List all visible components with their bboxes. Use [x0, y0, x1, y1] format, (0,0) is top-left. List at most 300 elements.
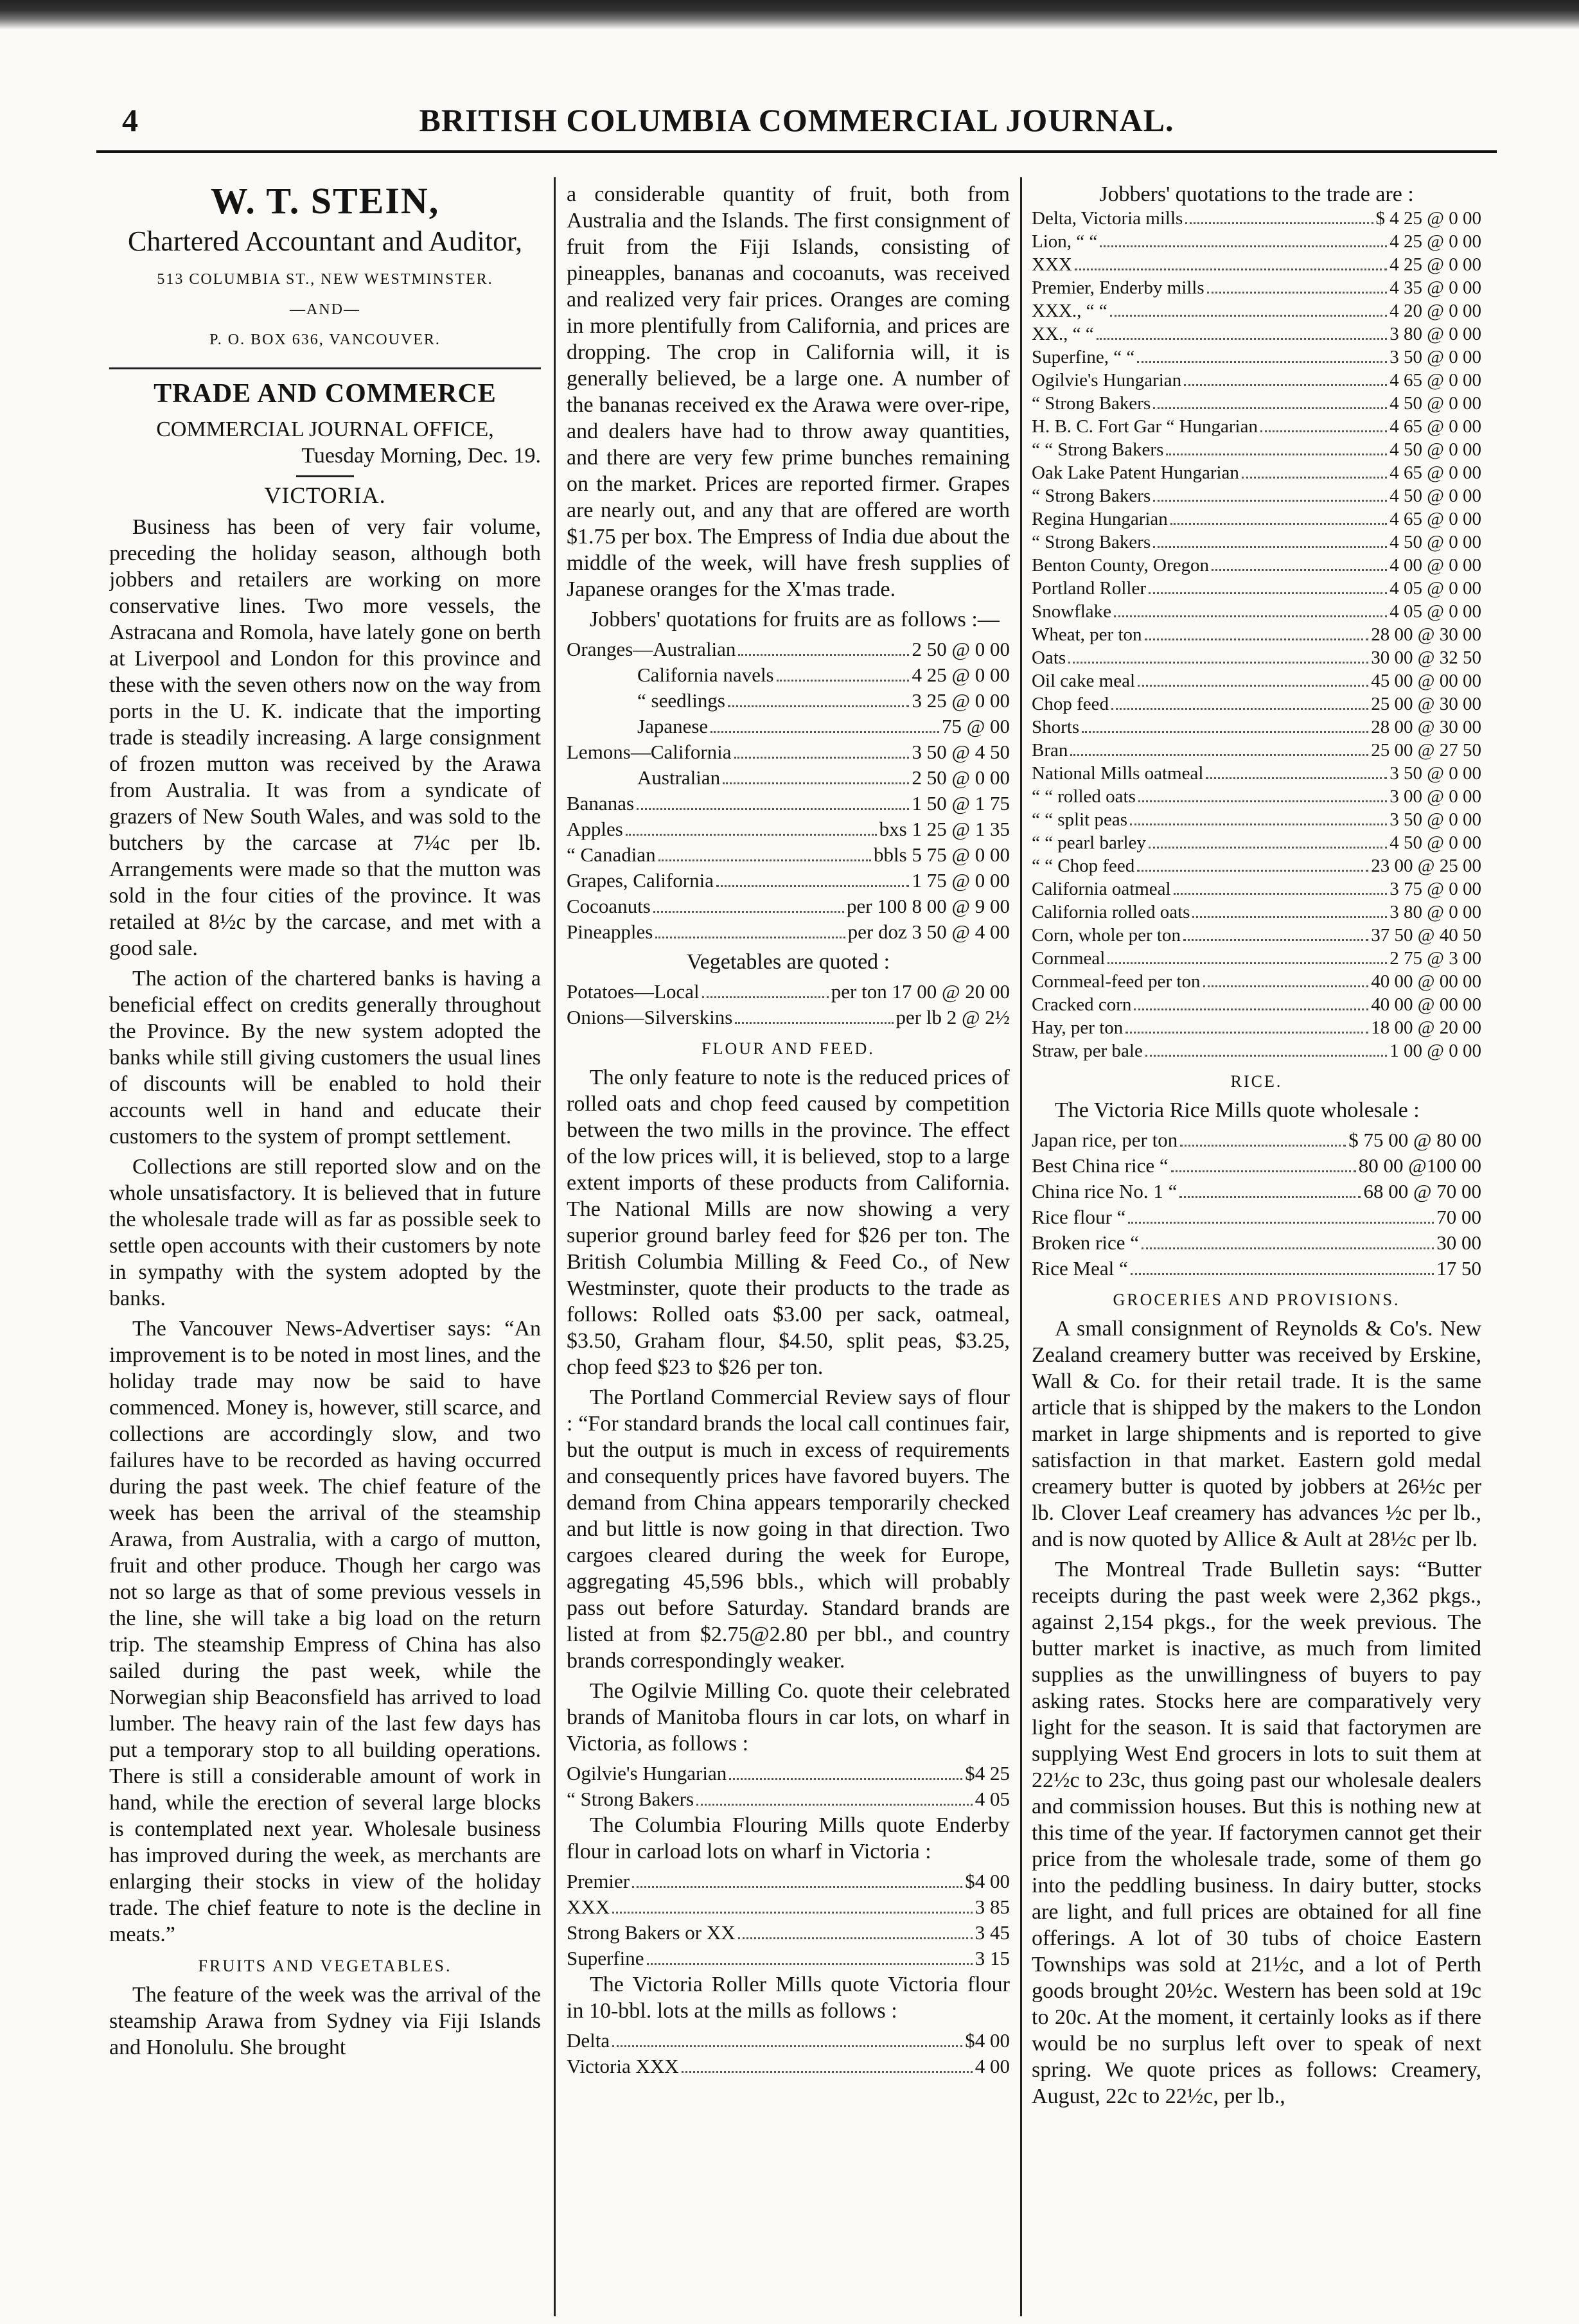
- jobbers-heading: Jobbers' quotations to the trade are :: [1099, 182, 1414, 206]
- price-row: [1032, 207, 1481, 231]
- ad-rule: [109, 367, 541, 369]
- price-item-name: “ “ rolled oats: [1032, 786, 1136, 807]
- price-value: 1 00 @ 0 00: [1389, 1041, 1481, 1061]
- rice-intro: The Victoria Rice Mills quote wholesale :: [1055, 1098, 1420, 1122]
- price-item-name: Strong Bakers or XX: [567, 1921, 736, 1944]
- price-row: [567, 816, 1010, 842]
- price-value: 37 50 @ 40 50: [1371, 925, 1481, 946]
- price-item-name: Oats: [1032, 647, 1066, 668]
- dot-leader: [1192, 916, 1387, 918]
- dot-leader: [655, 937, 845, 938]
- price-row: [1032, 577, 1481, 601]
- dot-leader: [1171, 1170, 1356, 1172]
- price-item-name: Lemons—California: [567, 741, 732, 763]
- price-row: [1032, 392, 1481, 416]
- dot-leader: [1138, 800, 1387, 802]
- price-item-name: Potatoes—Local: [567, 980, 700, 1003]
- flour-paragraph-2: The Portland Commercial Review says of flour : “For standard brands the local call continues fair, but the output is much in excess of requirements and consequently prices have favored buyers. The demand from China appears temporarily checked and but little is now going in that direction. Two cargoes cleared during the week for Europe, aggregating 45,596 bbls., which will probably pass out before Saturday. Standard brands are listed at from $2.75@2.80 per bbl., and country brands correspondingly weaker.: [567, 1386, 1010, 1673]
- dot-leader: [1183, 939, 1368, 941]
- price-item-name: Cracked corn: [1032, 994, 1132, 1015]
- price-value: 4 35 @ 0 00: [1389, 277, 1481, 298]
- price-row: [1032, 1040, 1481, 1063]
- price-item-name: Grapes, California: [567, 869, 714, 892]
- dot-leader: [1142, 1247, 1434, 1249]
- fruit-intro: Jobbers' quotations for fruits are as follows :—: [590, 608, 1000, 631]
- col1-fruits-paragraph: The feature of the week was the arrival of the steamship Arawa from Sydney via Fiji Islands and Honolulu. She brought: [109, 1983, 541, 2059]
- groceries-paragraph-1: A small consignment of Reynolds & Co's. New Zealand creamery butter was received by Erskine, Wall & Co. for their retail trade. It is the same article that is shipped by the makers to the London market in large shipments and is reported to give satisfaction in that market. Eastern gold medal creamery butter is quoted by jobbers at 26½c per lb. Clover Leaf creamery has advances ½c per lb., and is now quoted by Allice & Ault at 28½c per lb.: [1032, 1317, 1481, 1551]
- price-value: 1 50 @ 1 75: [912, 792, 1010, 814]
- dot-leader: [1184, 384, 1387, 386]
- price-row: [1032, 1127, 1481, 1153]
- price-value: per 100 8 00 @ 9 00: [846, 895, 1010, 917]
- dot-leader: [637, 808, 909, 810]
- price-row: [1032, 670, 1481, 693]
- price-value: 4 65 @ 0 00: [1389, 416, 1481, 437]
- price-value: 23 00 @ 25 00: [1371, 856, 1481, 876]
- price-value: 28 00 @ 30 00: [1371, 624, 1481, 645]
- ad-and: —AND—: [290, 301, 360, 318]
- price-item-name: Portland Roller: [1032, 578, 1147, 599]
- price-item-name: California oatmeal: [1032, 879, 1171, 899]
- price-value: $ 75 00 @ 80 00: [1348, 1129, 1481, 1151]
- flour-paragraph-3: The Ogilvie Milling Co. quote their celebrated brands of Manitoba flours in car lots, on wharf in Victoria, as follows :: [567, 1679, 1010, 1756]
- price-row: [567, 662, 1010, 688]
- price-item-name: Cocoanuts: [567, 895, 651, 917]
- ad-address-1: 513 COLUMBIA ST., NEW WESTMINSTER.: [157, 271, 493, 288]
- price-value: 4 25 @ 0 00: [1389, 254, 1481, 275]
- price-item-name: China rice No. 1 “: [1032, 1180, 1178, 1202]
- dot-leader: [702, 996, 829, 998]
- price-item-name: Japan rice, per ton: [1032, 1129, 1178, 1151]
- price-item-name: National Mills oatmeal: [1032, 763, 1204, 784]
- price-item-name: Broken rice “: [1032, 1231, 1139, 1254]
- dot-leader: [1153, 500, 1387, 502]
- price-row: [567, 765, 1010, 791]
- price-row: [1032, 254, 1481, 277]
- price-value: bbls 5 75 @ 0 00: [874, 843, 1010, 866]
- price-row: [1032, 1256, 1481, 1281]
- price-item-name: Oranges—Australian: [567, 638, 736, 660]
- dot-leader: [1114, 615, 1387, 617]
- price-value: 4 65 @ 0 00: [1389, 462, 1481, 483]
- price-item-name: Delta, Victoria mills: [1032, 208, 1183, 229]
- dot-leader: [1107, 962, 1387, 964]
- price-row: [567, 894, 1010, 919]
- price-item-name: XXX: [567, 1896, 610, 1918]
- page-header: [109, 96, 1484, 148]
- dot-leader: [1128, 1222, 1434, 1224]
- price-value: 3 75 @ 0 00: [1389, 879, 1481, 899]
- price-row: [567, 1786, 1010, 1812]
- col1-paragraph-1: Business has been of very fair volume, preceding the holiday season, although both jobbers and retailers are working on more conservative lines. Two more vessels, the Astracana and Romola, have lately gone on berth at Liverpool and London for this province and these with the seven others now on the way from ports in the U. K. indicate that the importing trade is steadily increasing. A large consignment of frozen mutton was received by the Arawa from Australia. It was from a syndicate of grazers of New South Wales, and was sold to the butchers by the carcase at 7¼c per lb. Arrangements were made so that the mutton was sold in the four cities of the province. It was retailed at 8½c by the carcase, and met with a good sale.: [109, 515, 541, 960]
- price-item-name: Regina Hungarian: [1032, 509, 1168, 529]
- price-row: [1032, 947, 1481, 971]
- dot-leader: [682, 2071, 973, 2073]
- price-row: [567, 1005, 1010, 1030]
- price-value: 2 50 @ 0 00: [912, 638, 1010, 660]
- fruit-price-list: [567, 637, 1010, 945]
- dot-leader: [735, 1022, 893, 1024]
- price-value: 40 00 @ 00 00: [1371, 971, 1481, 992]
- price-value: 1 75 @ 0 00: [912, 869, 1010, 892]
- page-number: 4: [122, 102, 138, 138]
- price-value: 4 20 @ 0 00: [1389, 301, 1481, 321]
- rice-heading: RICE.: [1230, 1072, 1283, 1091]
- price-row: [1032, 994, 1481, 1017]
- price-row: [567, 2054, 1010, 2079]
- dot-leader: [1207, 292, 1388, 294]
- column-rule-1: [554, 177, 556, 2316]
- price-item-name: Apples: [567, 818, 623, 840]
- dot-leader: [632, 1886, 962, 1888]
- price-value: 75 @ 00: [941, 715, 1010, 737]
- price-item-name: Rice flour “: [1032, 1206, 1126, 1228]
- price-row: [567, 791, 1010, 816]
- price-value: 2 75 @ 3 00: [1389, 948, 1481, 969]
- price-item-name: Ogilvie's Hungarian: [1032, 370, 1182, 391]
- date-rule: [296, 475, 354, 477]
- dot-leader: [1180, 1145, 1346, 1147]
- price-value: bxs 1 25 @ 1 35: [879, 818, 1010, 840]
- price-value: 4 05 @ 0 00: [1389, 601, 1481, 622]
- price-item-name: Chop feed: [1032, 694, 1109, 714]
- price-row: [1032, 231, 1481, 254]
- price-item-name: Premier, Enderby mills: [1032, 277, 1204, 298]
- column-3: [1032, 181, 1481, 2314]
- price-item-name: “ “ split peas: [1032, 809, 1127, 830]
- price-value: 3 85: [975, 1896, 1010, 1918]
- col1-paragraph-3: Collections are still reported slow and on the whole unsatisfactory. It is believed that in future the wholesale trade will as far as possible seek to settle open accounts with their customers by note in sympathy with the system adopted by the banks.: [109, 1155, 541, 1310]
- price-item-name: Oak Lake Patent Hungarian: [1032, 462, 1239, 483]
- price-item-name: California navels: [637, 664, 774, 686]
- place-heading: VICTORIA.: [264, 482, 386, 508]
- price-row: [567, 688, 1010, 714]
- roller-intro: The Victoria Roller Mills quote Victoria flour in 10-bbl. lots at the mills as follows :: [567, 1973, 1010, 2023]
- dot-leader: [1260, 430, 1387, 432]
- dot-leader: [1100, 245, 1387, 247]
- dot-leader: [612, 2045, 962, 2047]
- price-item-name: “ Strong Bakers: [1032, 532, 1151, 552]
- price-row: [1032, 508, 1481, 531]
- journal-title: BRITISH COLUMBIA COMMERCIAL JOURNAL.: [419, 102, 1174, 138]
- price-item-name: Benton County, Oregon: [1032, 555, 1210, 576]
- dot-leader: [1082, 731, 1368, 733]
- price-value: 3 50 @ 0 00: [1389, 809, 1481, 830]
- rice-price-list: [1032, 1127, 1481, 1281]
- price-item-name: Corn, whole per ton: [1032, 925, 1181, 946]
- price-item-name: Oil cake meal: [1032, 671, 1136, 691]
- price-value: 40 00 @ 00 00: [1371, 994, 1481, 1015]
- price-row: [1032, 439, 1481, 462]
- price-item-name: Cornmeal-feed per ton: [1032, 971, 1201, 992]
- price-value: 4 05: [975, 1788, 1010, 1810]
- price-item-name: XXX: [1032, 254, 1072, 275]
- price-value: 3 80 @ 0 00: [1389, 902, 1481, 922]
- scan-top-band: [0, 0, 1579, 30]
- dot-leader: [1179, 1196, 1361, 1198]
- dot-leader: [1137, 361, 1387, 363]
- dot-leader: [626, 834, 877, 836]
- price-value: 3 45: [975, 1921, 1010, 1944]
- price-row: [1032, 832, 1481, 855]
- price-value: 2 50 @ 0 00: [912, 766, 1010, 789]
- price-row: [1032, 601, 1481, 624]
- price-value: $4 25: [965, 1762, 1010, 1784]
- dot-leader: [1130, 823, 1387, 825]
- price-row: [567, 842, 1010, 868]
- price-value: 4 25 @ 0 00: [912, 664, 1010, 686]
- price-value: 4 50 @ 0 00: [1389, 393, 1481, 414]
- price-row: [567, 1761, 1010, 1786]
- ad-name: W. T. STEIN,: [210, 181, 440, 222]
- price-value: 4 00 @ 0 00: [1389, 555, 1481, 576]
- price-value: 4 25 @ 0 00: [1389, 231, 1481, 252]
- price-row: [567, 1920, 1010, 1946]
- price-item-name: Japanese: [637, 715, 709, 737]
- dot-leader: [1137, 870, 1368, 872]
- column-2: [567, 181, 1010, 2314]
- price-value: 4 65 @ 0 00: [1389, 509, 1481, 529]
- price-row: [567, 979, 1010, 1005]
- price-item-name: “ “ Strong Bakers: [1032, 439, 1164, 460]
- date-line: Tuesday Morning, Dec. 19.: [301, 444, 541, 468]
- price-item-name: Hay, per ton: [1032, 1017, 1124, 1038]
- price-item-name: Straw, per bale: [1032, 1041, 1143, 1061]
- price-row: [567, 1946, 1010, 1971]
- columbia-intro: The Columbia Flouring Mills quote Enderby flour in carload lots on wharf in Victoria :: [567, 1813, 1010, 1863]
- price-item-name: Bananas: [567, 792, 635, 814]
- price-item-name: Rice Meal “: [1032, 1257, 1128, 1280]
- price-value: 3 15: [975, 1947, 1010, 1969]
- price-item-name: Wheat, per ton: [1032, 624, 1142, 645]
- price-value: per lb 2 @ 2½: [895, 1006, 1010, 1028]
- price-row: [1032, 346, 1481, 369]
- price-value: per doz 3 50 @ 4 00: [847, 920, 1010, 943]
- price-row: [1032, 531, 1481, 554]
- price-value: 4 50 @ 0 00: [1389, 439, 1481, 460]
- price-item-name: Onions—Silverskins: [567, 1006, 733, 1028]
- price-value: $4 00: [965, 2029, 1010, 2052]
- price-row: [1032, 1017, 1481, 1040]
- dot-leader: [734, 757, 910, 759]
- dot-leader: [612, 1912, 973, 1914]
- price-row: [1032, 462, 1481, 485]
- price-value: 70 00: [1436, 1206, 1481, 1228]
- price-item-name: “ seedlings: [637, 689, 725, 712]
- price-value: $ 4 25 @ 0 00: [1375, 208, 1481, 229]
- price-row: [1032, 1153, 1481, 1179]
- ogilvie-price-list: [567, 1761, 1010, 1812]
- dot-leader: [1145, 1055, 1387, 1057]
- col2-paragraph-1: a considerable quantity of fruit, both from Australia and the Islands. The first consignment of fruit from the Fiji Islands, consisting of pineapples, bananas and cocoanuts, was received and realized very fair prices. Oranges are coming in more plentifully from California, and prices are dropping. The crop in California will, it is generally believed, be a large one. A number of the bananas received ex the Arawa were over-ripe, and dealers have had to throw away quantities, and there are very few prime bunches remaining on the market. Prices are reported firmer. Grapes are nearly out, and any that are offered are worth $1.75 per box. The Empress of India due about the middle of the week, will have fresh supplies of Japanese oranges for the X'mas trade.: [567, 182, 1010, 601]
- dot-leader: [1206, 777, 1387, 779]
- price-row: [1032, 416, 1481, 439]
- flour-heading: FLOUR AND FEED.: [701, 1039, 875, 1058]
- price-value: 30 00: [1436, 1231, 1481, 1254]
- dot-leader: [738, 654, 909, 656]
- price-value: per ton 17 00 @ 20 00: [831, 980, 1010, 1003]
- price-value: 4 50 @ 0 00: [1389, 486, 1481, 506]
- column-rule-2: [1020, 177, 1022, 2316]
- price-value: 3 50 @ 0 00: [1389, 347, 1481, 367]
- price-value: 3 50 @ 4 50: [912, 741, 1010, 763]
- price-item-name: “ Canadian: [567, 843, 656, 866]
- vegetable-price-list: [567, 979, 1010, 1030]
- price-row: [1032, 554, 1481, 577]
- price-row: [1032, 739, 1481, 762]
- price-item-name: “ Strong Bakers: [567, 1788, 694, 1810]
- price-item-name: Cornmeal: [1032, 948, 1106, 969]
- price-row: [567, 868, 1010, 894]
- office-line: COMMERCIAL JOURNAL OFFICE,: [156, 418, 494, 441]
- price-item-name: Superfine, “ “: [1032, 347, 1135, 367]
- price-value: 3 25 @ 0 00: [912, 689, 1010, 712]
- price-row: [1032, 647, 1481, 670]
- dot-leader: [1145, 638, 1369, 640]
- price-row: [1032, 485, 1481, 508]
- price-item-name: Victoria XXX: [567, 2055, 679, 2077]
- price-item-name: Delta: [567, 2029, 610, 2052]
- price-row: [1032, 971, 1481, 994]
- price-value: 4 65 @ 0 00: [1389, 370, 1481, 391]
- dot-leader: [710, 731, 939, 733]
- dot-leader: [1131, 1273, 1434, 1275]
- price-item-name: XX., “ “: [1032, 324, 1094, 344]
- price-item-name: California rolled oats: [1032, 902, 1190, 922]
- price-value: 68 00 @ 70 00: [1363, 1180, 1481, 1202]
- price-value: 4 00: [975, 2055, 1010, 2077]
- price-row: [1032, 693, 1481, 716]
- price-value: 45 00 @ 00 00: [1371, 671, 1481, 691]
- price-value: 4 50 @ 0 00: [1389, 532, 1481, 552]
- dot-leader: [1153, 546, 1387, 548]
- price-item-name: “ “ pearl barley: [1032, 832, 1146, 853]
- columbia-price-list: [567, 1869, 1010, 1971]
- dot-leader: [1153, 407, 1387, 409]
- price-value: $4 00: [965, 1870, 1010, 1892]
- price-item-name: H. B. C. Fort Gar “ Hungarian: [1032, 416, 1258, 437]
- price-item-name: Bran: [1032, 740, 1068, 761]
- price-item-name: Pineapples: [567, 920, 653, 943]
- price-value: 4 05 @ 0 00: [1389, 578, 1481, 599]
- dot-leader: [1075, 268, 1387, 270]
- roller-price-list: [567, 2028, 1010, 2079]
- price-item-name: Ogilvie's Hungarian: [567, 1762, 727, 1784]
- price-item-name: “ Strong Bakers: [1032, 393, 1151, 414]
- price-item-name: Snowflake: [1032, 601, 1112, 622]
- price-item-name: Australian: [637, 766, 721, 789]
- price-row: [1032, 901, 1481, 924]
- dot-leader: [738, 1937, 973, 1939]
- price-row: [567, 1869, 1010, 1894]
- dot-leader: [1212, 569, 1387, 571]
- col1-paragraph-2: The action of the chartered banks is having a beneficial effect on credits generally throughout the Province. By the new system adopted the banks while still giving customers the usual lines of discounts will be enabled to hold their accounts well in hand and educate their customers to the system of prompt settlement.: [109, 967, 541, 1149]
- dot-leader: [1242, 477, 1387, 479]
- price-value: 25 00 @ 30 00: [1371, 694, 1481, 714]
- price-row: [1032, 1230, 1481, 1256]
- ad-address-2: P. O. BOX 636, VANCOUVER.: [209, 331, 441, 348]
- dot-leader: [1111, 708, 1368, 710]
- price-row: [1032, 323, 1481, 346]
- price-row: [1032, 624, 1481, 647]
- flour-paragraph-1: The only feature to note is the reduced prices of rolled oats and chop feed caused by competition between the two mills in the province. The effect of the low prices will, it is believed, stop to a large extent imports of these products from California. The National Mills are now showing a very superior ground barley feed for $26 per ton. The British Columbia Milling & Feed Co., of New Westminster, quote their products to the trade as follows: Rolled oats $3.00 per sack, oatmeal, $3.50, Graham flour, $4.50, split peas, $3.25, chop feed $23 to $26 per ton.: [567, 1066, 1010, 1379]
- dot-leader: [1125, 1032, 1368, 1034]
- dot-leader: [1174, 893, 1388, 895]
- price-row: [1032, 1204, 1481, 1230]
- groceries-paragraph-2: The Montreal Trade Bulletin says: “Butter receipts during the past week were 2,362 pkgs., against 2,154 pkgs., for the week previous. The butter market is inactive, as much from limited supplies as the unwillingness of buyers to pay asking rates. Stocks here are comparatively very light for the season. It is said that factorymen are supplying West End grocers in lots to suit them at 22½c to 23c, thus going past our wholesale dealers and commission houses. But this is nothing new at this time of the year. If factorymen cannot get their price from the wholesale trade, some of them go into the peddling business. In dairy butter, stocks are light, and full prices are obtained for all fine offerings. A lot of 30 tubs of choice Eastern Townships was sold at 21½c, and a lot of Perth goods brought 20½c. Western has been sold at 19c to 20c. At the moment, it certainly looks as if there would be no surplus left over to speak of next spring. We quote prices as follows: Creamery, August, 22c to 22½c, per lb.,: [1032, 1558, 1481, 2108]
- price-value: 28 00 @ 30 00: [1371, 717, 1481, 737]
- price-value: 25 00 @ 27 50: [1371, 740, 1481, 761]
- price-item-name: Lion, “ “: [1032, 231, 1098, 252]
- price-item-name: Premier: [567, 1870, 630, 1892]
- price-row: [1032, 277, 1481, 300]
- fruits-heading: FRUITS AND VEGETABLES.: [198, 1957, 452, 1975]
- dot-leader: [1170, 523, 1387, 525]
- price-item-name: XXX., “ “: [1032, 301, 1107, 321]
- price-row: [567, 637, 1010, 662]
- price-value: 80 00 @100 00: [1358, 1154, 1481, 1177]
- dot-leader: [723, 782, 909, 784]
- price-row: [567, 1894, 1010, 1920]
- price-value: 18 00 @ 20 00: [1371, 1017, 1481, 1038]
- price-row: [1032, 1179, 1481, 1204]
- dot-leader: [696, 1804, 973, 1806]
- dot-leader: [1068, 662, 1368, 664]
- header-rule: [96, 150, 1497, 153]
- price-row: [1032, 369, 1481, 392]
- price-value: 17 50: [1436, 1257, 1481, 1280]
- col1-paragraph-4: The Vancouver News-Advertiser says: “An improvement is to be noted in most lines, and the holiday trade may now be said to have commenced. Money is, however, still scarce, and collections are accordingly slow, and two failures have to be recorded as having occurred during the past week. The chief feature of the week has been the arrival of the steamship Arawa, from Australia, with a cargo of mutton, fruit and other produce. Though her cargo was not so large as that of some previous vessels in the line, she will take a big load on the return trip. The steamship Empress of China has also sailed during the past week, while the Norwegian ship Beaconsfield has arrived to load lumber. The heavy rain of the last few days has put a temporary stop to all building operations. There is still a considerable amount of work in hand, while the erection of several large blocks is contemplated next year. Wholesale business has improved during the week, as merchants are enlarging their stocks in view of the holiday trade. The chief feature to note is the decline in meats.”: [109, 1317, 541, 1946]
- price-row: [567, 714, 1010, 739]
- price-row: [1032, 878, 1481, 901]
- price-row: [1032, 924, 1481, 947]
- dot-leader: [716, 885, 909, 887]
- price-row: [1032, 786, 1481, 809]
- price-item-name: “ Strong Bakers: [1032, 486, 1151, 506]
- vegetables-heading: Vegetables are quoted :: [686, 950, 890, 974]
- price-value: 3 50 @ 0 00: [1389, 763, 1481, 784]
- dot-leader: [1110, 315, 1388, 317]
- price-row: [567, 739, 1010, 765]
- dot-leader: [1149, 592, 1387, 594]
- price-value: 30 00 @ 32 50: [1371, 647, 1481, 668]
- dot-leader: [1097, 338, 1388, 340]
- price-item-name: Shorts: [1032, 717, 1080, 737]
- price-item-name: Superfine: [567, 1947, 644, 1969]
- price-value: 3 80 @ 0 00: [1389, 324, 1481, 344]
- dot-leader: [658, 859, 871, 861]
- price-value: 4 50 @ 0 00: [1389, 832, 1481, 853]
- price-row: [567, 919, 1010, 945]
- ad-title: Chartered Accountant and Auditor,: [127, 225, 523, 257]
- price-row: [1032, 809, 1481, 832]
- column-1: [109, 181, 541, 2314]
- section-title: TRADE AND COMMERCE: [154, 379, 497, 409]
- price-row: [567, 2028, 1010, 2054]
- price-row: [1032, 716, 1481, 739]
- price-row: [1032, 855, 1481, 878]
- dot-leader: [729, 1778, 962, 1780]
- groceries-heading: GROCERIES AND PROVISIONS.: [1113, 1290, 1400, 1309]
- price-item-name: Best China rice “: [1032, 1154, 1169, 1177]
- dot-leader: [728, 705, 910, 707]
- dot-leader: [1134, 1008, 1368, 1010]
- price-row: [1032, 300, 1481, 323]
- dot-leader: [1070, 754, 1368, 756]
- dot-leader: [653, 911, 844, 913]
- price-row: [1032, 762, 1481, 786]
- dot-leader: [1138, 685, 1368, 687]
